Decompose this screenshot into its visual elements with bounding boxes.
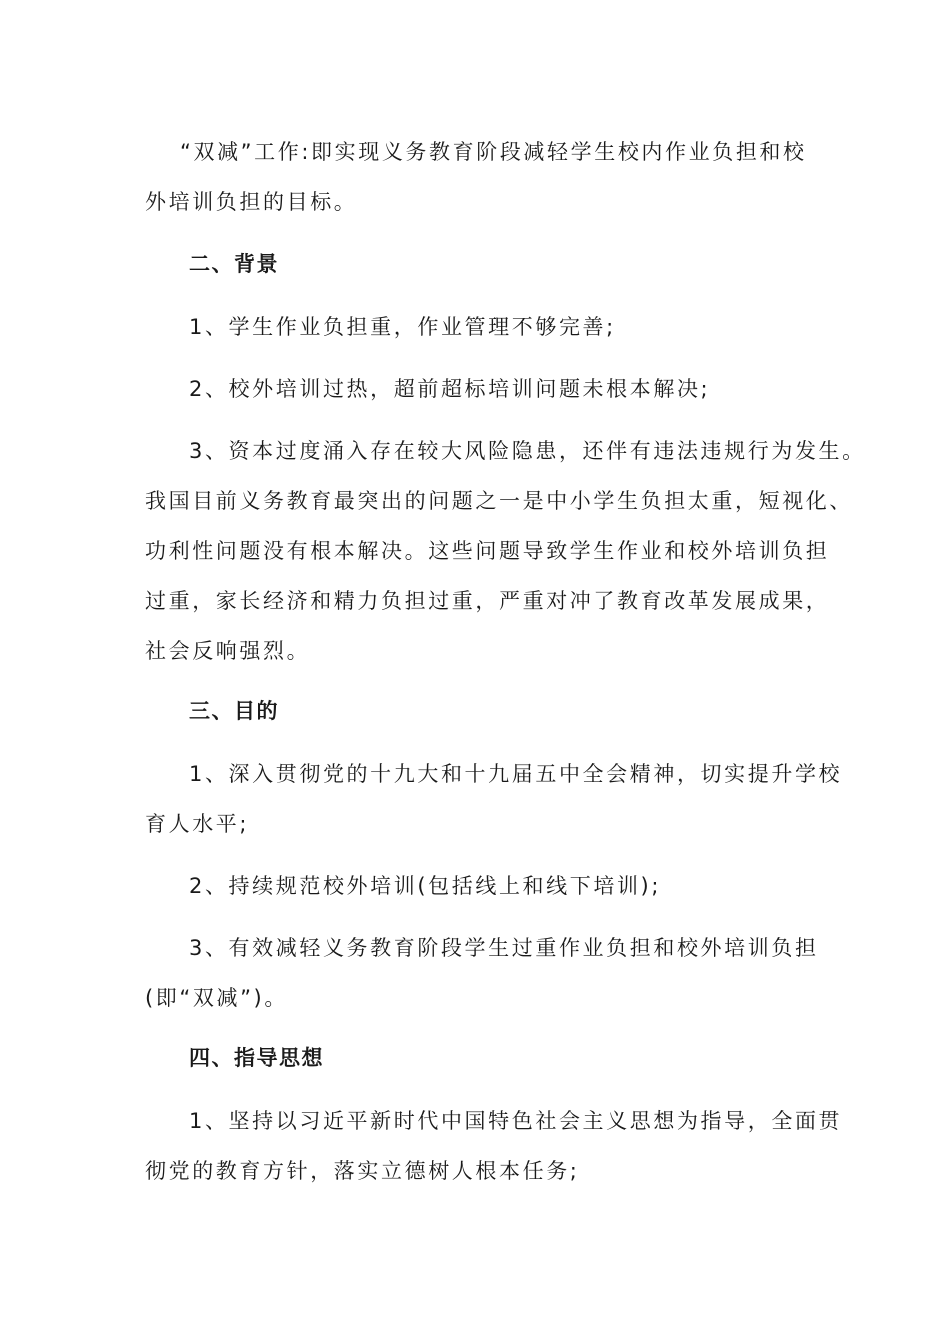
section-heading: 四、指导思想 <box>189 1046 324 1070</box>
paragraph-line: 我国目前义务教育最突出的问题之一是中小学生负担太重，短视化、 <box>145 489 853 513</box>
paragraph-line: 彻党的教育方针，落实立德树人根本任务; <box>145 1159 580 1183</box>
paragraph-line: “双减”工作:即实现义务教育阶段减轻学生校内作业负担和校 <box>180 140 807 164</box>
paragraph-line: (即“双减”)。 <box>145 986 288 1010</box>
list-item: 3、有效减轻义务教育阶段学生过重作业负担和校外培训负担 <box>189 936 819 960</box>
section-heading: 二、背景 <box>189 252 279 276</box>
section-heading: 三、目的 <box>189 699 279 723</box>
paragraph-line: 外培训负担的目标。 <box>145 190 358 214</box>
paragraph-line: 功利性问题没有根本解决。这些问题导致学生作业和校外培训负担 <box>145 539 830 563</box>
paragraph-line: 育人水平; <box>145 812 250 836</box>
list-item: 2、持续规范校外培训(包括线上和线下培训); <box>189 874 662 898</box>
list-item: 2、校外培训过热，超前超标培训问题未根本解决; <box>189 377 711 401</box>
paragraph-line: 社会反响强烈。 <box>145 639 311 663</box>
paragraph-line: 过重，家长经济和精力负担过重，严重对冲了教育改革发展成果， <box>145 589 830 613</box>
list-item: 1、学生作业负担重，作业管理不够完善; <box>189 315 616 339</box>
list-item: 1、深入贯彻党的十九大和十九届五中全会精神，切实提升学校 <box>189 762 843 786</box>
list-item: 3、资本过度涌入存在较大风险隐患，还伴有违法违规行为发生。 <box>189 439 866 463</box>
list-item: 1、坚持以习近平新时代中国特色社会主义思想为指导，全面贯 <box>189 1109 843 1133</box>
